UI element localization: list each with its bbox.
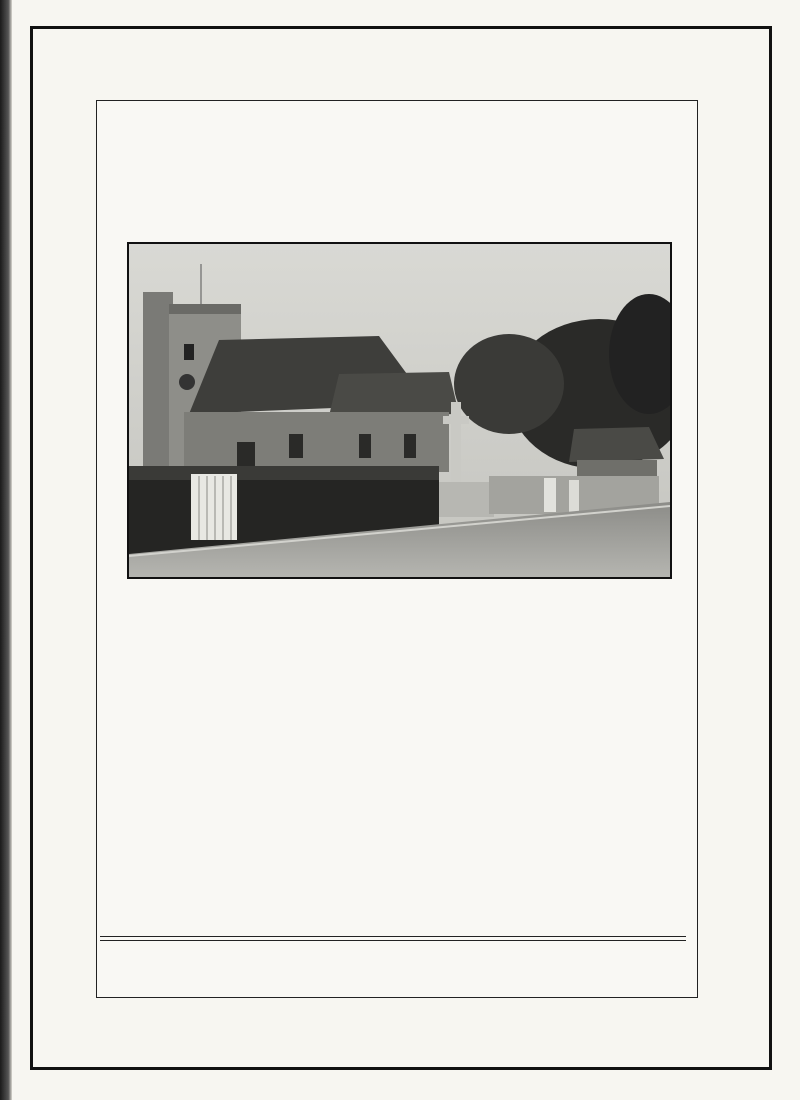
double-rule-bottom <box>100 940 686 941</box>
double-rule-top <box>100 936 686 937</box>
floral-border-left <box>34 98 96 1000</box>
floral-border-right <box>700 98 768 1000</box>
floral-border-top <box>34 30 768 98</box>
verger-line <box>450 658 454 676</box>
church-photograph <box>127 242 672 579</box>
book-binding-edge <box>0 0 12 1100</box>
floral-border-bottom <box>34 1000 768 1068</box>
